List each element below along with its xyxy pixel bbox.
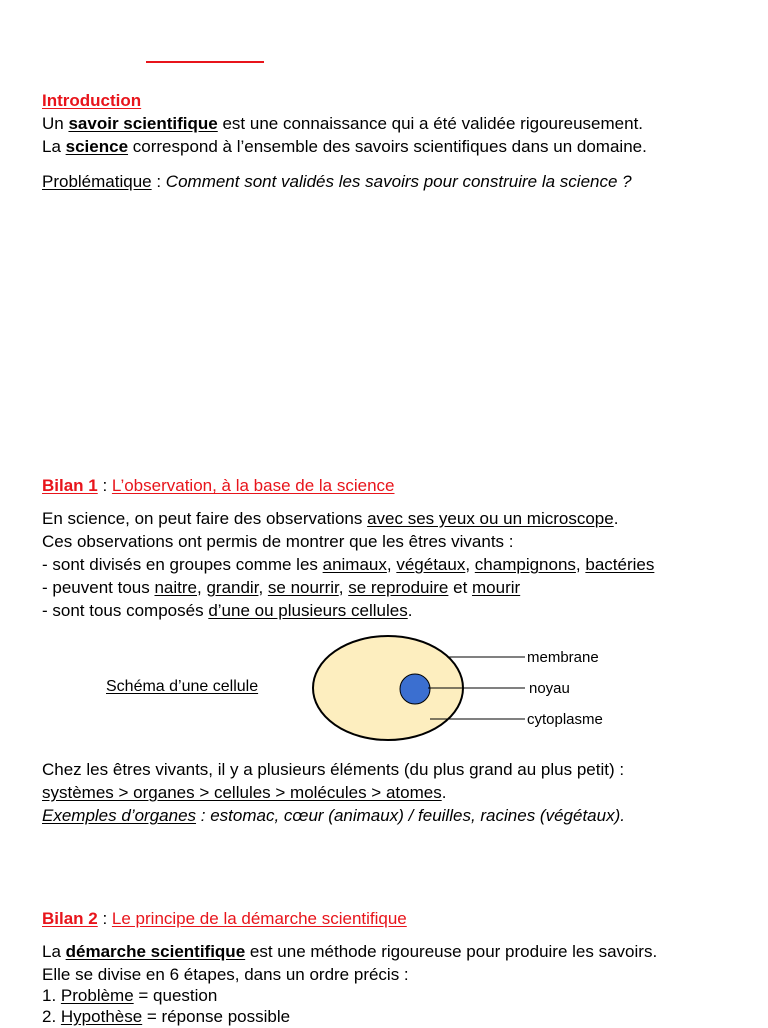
bilan1-line-organ-examples: Exemples d’organes : estomac, cœur (animaux) / feuilles, racines (végétaux). [42,806,625,825]
bilan2-step-1: 1. Problème = question [42,986,218,1005]
title-rule [146,61,264,63]
bilan1-heading: Bilan 1 : L’observation, à la base de la science [42,476,395,495]
term-science: science [65,137,129,156]
cell-diagram-caption: Schéma d’une cellule [106,678,259,695]
bilan1-line-2: Ces observations ont permis de montrer que les êtres vivants : [42,532,514,551]
term-demarche-scientifique: démarche scientifique [65,942,246,961]
intro-line-2: La science correspond à l’ensemble des savoirs scientifiques dans un domaine. [42,137,647,156]
intro-line-1: Un savoir scientifique est une connaissance qui a été validée rigoureusement. [42,114,644,133]
bilan2-heading: Bilan 2 : Le principe de la démarche scientifique [42,909,407,928]
bilan1-line-elements: Chez les êtres vivants, il y a plusieurs éléments (du plus grand au plus petit) : [42,760,625,779]
bilan1-line-1: En science, on peut faire des observations avec ses yeux ou un microscope. [42,509,619,528]
bilan1-line-hierarchy: systèmes > organes > cellules > molécules > atomes. [42,783,447,802]
bilan2-line-2: Elle se divise en 6 étapes, dans un ordre précis : [42,965,409,984]
bilan1-line-verbs: - peuvent tous naitre, grandir, se nourrir, se reproduire et mourir [42,578,521,597]
bilan1-line-cells: - sont tous composés d’une ou plusieurs cellules. [42,601,413,620]
bilan2-step-2: 2. Hypothèse = réponse possible [42,1007,291,1026]
bilan2-line-1: La démarche scientifique est une méthode rigoureuse pour produire les savoirs. [42,942,658,961]
intro-heading: Introduction [42,91,142,110]
label-membrane: membrane [527,649,599,666]
label-cytoplasme: cytoplasme [527,711,603,728]
cell-nucleus [400,674,430,704]
problematique: Problématique : Comment sont validés les savoirs pour construire la science ? [42,172,632,191]
label-noyau: noyau [529,680,570,697]
term-savoir-scientifique: savoir scientifique [68,114,218,133]
bilan1-line-groups: - sont divisés en groupes comme les animaux, végétaux, champignons, bactéries [42,555,655,574]
cell-diagram [300,630,660,765]
